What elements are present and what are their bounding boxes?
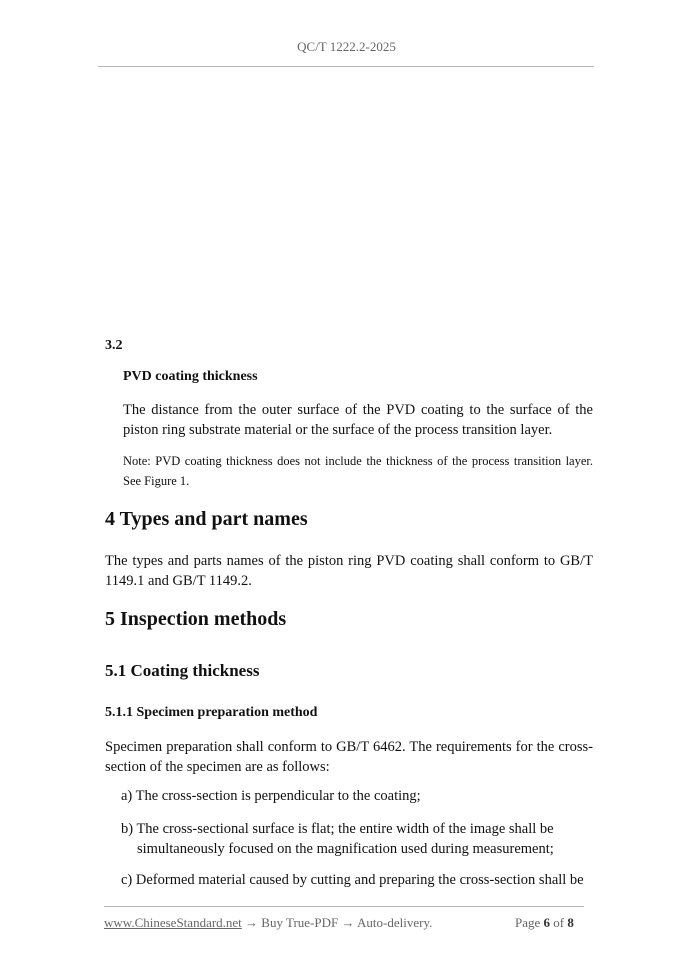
term-note: Note: PVD coating thickness does not include the thickness of the process transition layer. See Figure 1.: [123, 454, 593, 488]
page-total: 8: [567, 915, 574, 930]
auto-delivery-text: Auto-delivery.: [357, 915, 433, 930]
list-item-text: a) The cross-section is perpendicular to the coating;: [121, 788, 421, 804]
arrow-icon: →: [341, 915, 355, 930]
list-item-continuation: simultaneously focused on the magnification used during measurement;: [137, 841, 554, 857]
running-header: QC/T 1222.2-2025: [297, 39, 396, 54]
section-5-1-heading: 5.1 Coating thickness: [105, 661, 260, 680]
page-number: 6: [543, 915, 551, 930]
footer-links: [104, 915, 432, 931]
of-label: of: [553, 915, 565, 930]
list-item-text: c) Deformed material caused by cutting and preparing the cross-section shall be: [121, 872, 584, 888]
term-number: 3.2: [105, 338, 123, 353]
list-item: [121, 786, 588, 806]
header-divider: [98, 66, 594, 67]
specimen-paragraph: Specimen preparation shall conform to GB/T 6462. The requirements for the cross-section of the specimen are as follows:: [105, 739, 593, 775]
footer-divider: [104, 906, 584, 907]
site-link[interactable]: www.ChineseStandard.net: [104, 915, 242, 930]
section-5-1-1-heading: 5.1.1 Specimen preparation method: [105, 705, 318, 720]
list-item: [121, 870, 588, 890]
section-4-paragraph: The types and parts names of the piston ring PVD coating shall conform to GB/T 1149.1 and GB/T 1149.2.: [105, 553, 593, 589]
section-5-heading: 5 Inspection methods: [105, 608, 287, 630]
list-item: [121, 819, 588, 859]
term-name: PVD coating thickness: [123, 369, 258, 384]
arrow-icon: →: [245, 915, 259, 930]
page-indicator: [515, 915, 574, 931]
buy-true-pdf-text: Buy True-PDF: [261, 915, 339, 930]
term-definition: The distance from the outer surface of the PVD coating to the surface of the piston ring substrate material or the surface of the process transition layer.: [123, 402, 593, 438]
list-item-text: b) The cross-sectional surface is flat; the entire width of the image shall be: [121, 821, 554, 837]
section-4-heading: 4 Types and part names: [105, 508, 308, 530]
page-label: Page: [515, 915, 541, 930]
